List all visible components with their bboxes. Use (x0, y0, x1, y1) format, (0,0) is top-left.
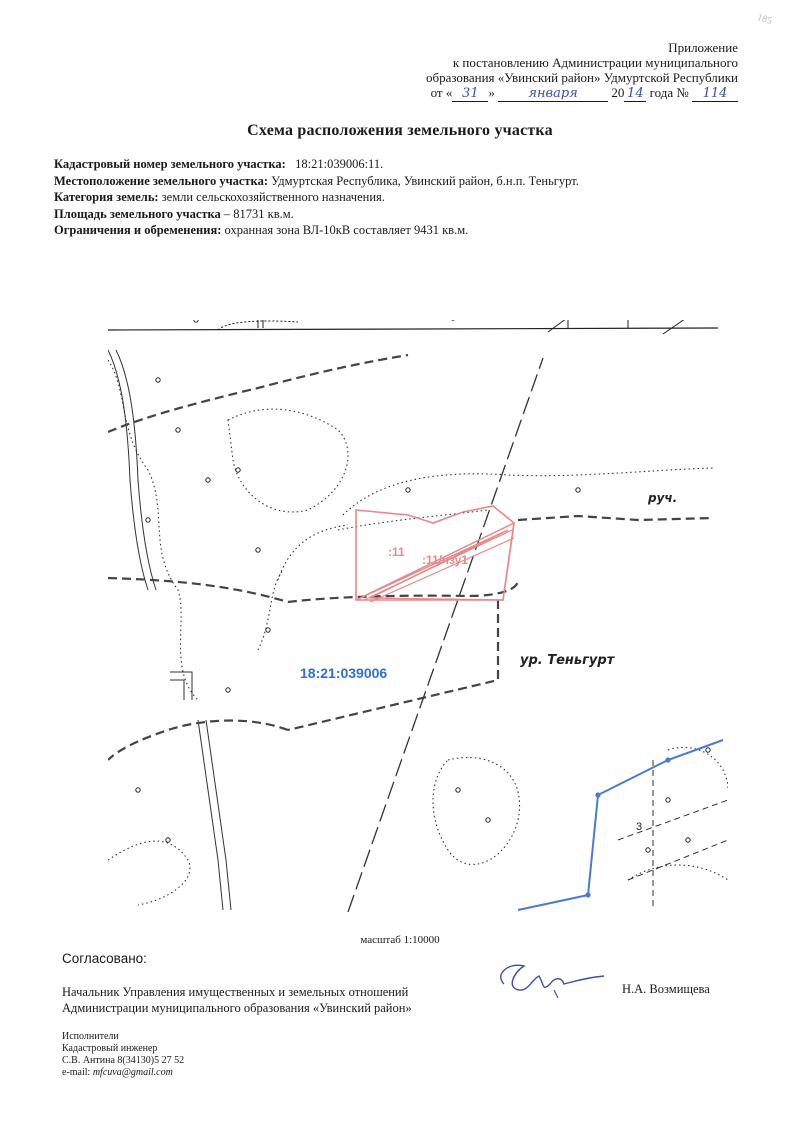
category-row (54, 189, 754, 206)
page-title: Схема расположения земельного участка (247, 122, 553, 139)
email-value: mfcuva@gmail.com (92, 1067, 173, 1078)
date-month: января (498, 86, 608, 102)
executors-role: Кадастровый инженер (62, 1043, 158, 1054)
executors-person: С.В. Антина 8(34130)5 27 52 (62, 1055, 185, 1066)
agreed-heading: Согласовано: (62, 951, 147, 966)
date-year-prefix: 20 (611, 85, 625, 100)
approver-name: Н.А. Возмищева (622, 982, 710, 996)
appendix-block (318, 40, 738, 102)
parcel-label: :11 (388, 545, 405, 559)
land-boundaries (108, 355, 713, 760)
area-value: – 81731 кв.м. (223, 206, 294, 221)
appendix-title: Приложение (668, 40, 738, 55)
category-value: земли сельскохозяйственного назначения. (161, 190, 385, 204)
location-row (54, 173, 754, 190)
place-label: ур. Теньгурт (520, 653, 615, 668)
executors-title: Исполнители (62, 1031, 119, 1042)
restrictions-row (54, 222, 754, 239)
map-scale: масштаб 1:10000 (360, 934, 440, 946)
appendix-line-decree: к постановлению Администрации муниципального (452, 55, 738, 70)
decree-number: 114 (692, 86, 738, 102)
location-value: Удмуртская Республика, Увинский район, б.н.п. Теньгурт. (271, 173, 579, 188)
cadastral-label: Кадастровый номер земельного участка: (54, 157, 286, 171)
parcel-info (54, 156, 754, 239)
date-day: 31 (452, 86, 488, 102)
page-mark: 185 (755, 11, 774, 28)
cadastral-map (108, 320, 728, 912)
date-year-suffix: года № (649, 85, 689, 100)
location-label: Местоположение земельного участка: (54, 173, 268, 188)
stream-label: руч. (648, 491, 678, 505)
powerline-route (348, 358, 543, 912)
terrain-contours (108, 360, 728, 905)
cadastral-row (54, 156, 754, 173)
blue-boundary (518, 740, 723, 910)
executors-block (62, 1031, 184, 1079)
area-label: Площадь земельного участка (54, 206, 221, 221)
cadastral-value: 18:21:039006:11. (295, 157, 384, 171)
date-prefix: от « (430, 85, 453, 100)
approver-position-2: Администрации муниципального образования «Увинский район» (62, 1001, 412, 1015)
appendix-line-region: образования «Увинский район» Удмуртской Республики (425, 70, 738, 85)
road-number-label: 3 (636, 821, 643, 833)
restrictions-label: Ограничения и обременения: (54, 223, 222, 237)
executors-email-row (62, 1067, 184, 1079)
appendix-date-line (318, 85, 738, 102)
vertical-road (108, 350, 231, 910)
top-rail-line (108, 320, 718, 334)
area-row (54, 206, 754, 223)
date-year: 14 (624, 86, 646, 102)
approver-block (62, 984, 412, 1016)
quarter-label: 18:21:039006 (300, 665, 388, 681)
email-label: e-mail: (62, 1067, 91, 1078)
date-mid: » (488, 85, 495, 100)
blue-boundary-nodes (585, 757, 670, 897)
signature-icon (484, 954, 614, 1004)
restrictions-value: охранная зона ВЛ-10кВ составляет 9431 кв.м. (224, 223, 469, 237)
road-lines-se (618, 760, 728, 910)
category-label: Категория земель: (54, 190, 159, 204)
approver-position-1: Начальник Управления имущественных и земельных отношений (62, 985, 409, 999)
zone-label: :11/чзу1 (422, 553, 468, 567)
